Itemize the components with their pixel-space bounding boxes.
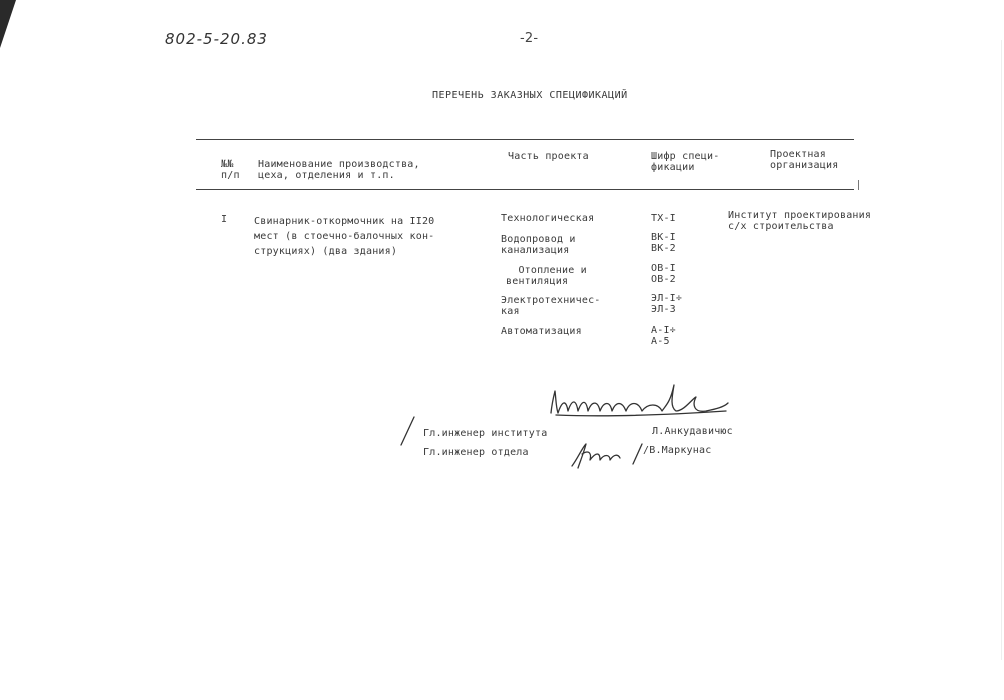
- row-name: Свинарник-откормочник на II20 мест (в стоечно-балочных кон- струкциях) (два здания): [254, 216, 435, 257]
- slash-mark: [398, 415, 418, 447]
- document-ref-code: 802-5-20.83: [165, 30, 268, 48]
- part-name: Электротехничес- кая: [501, 295, 601, 317]
- col-header-part: Часть проекта: [508, 151, 589, 162]
- col-header-org: Проектная организация: [770, 149, 839, 171]
- row-num: I: [221, 214, 228, 225]
- handwritten-signature: [546, 375, 736, 420]
- table-header-rule: [196, 189, 854, 190]
- document-title: ПЕРЕЧЕНЬ ЗАКАЗНЫХ СПЕЦИФИКАЦИЙ: [432, 90, 628, 101]
- scan-corner-mark: [0, 0, 16, 48]
- rule-tick-mark: [858, 180, 859, 190]
- spec-code: ВК-I ВК-2: [651, 232, 676, 254]
- handwritten-signature: [568, 440, 628, 470]
- page-number: -2-: [520, 31, 539, 46]
- signatory-role: Гл.инженер института: [423, 428, 548, 439]
- row-organization: Институт проектирования с/х строительства: [728, 210, 872, 232]
- part-name: Водопровод и канализация: [501, 234, 576, 256]
- part-name: Отопление и вентиляция: [506, 265, 587, 287]
- part-name: Автоматизация: [501, 326, 582, 337]
- scan-edge-line: [1001, 40, 1002, 660]
- col-header-num: №№ п/п: [221, 159, 240, 181]
- signatory-role: Гл.инженер отдела: [423, 447, 529, 458]
- table-top-rule: [196, 139, 854, 140]
- col-header-name: Наименование производства, цеха, отделения и т.п.: [258, 159, 420, 181]
- signatory-name: /В.Маркунас: [643, 445, 712, 456]
- signatory-name: Л.Анкудавичюс: [652, 426, 733, 437]
- spec-code: ОВ-I ОВ-2: [651, 263, 676, 285]
- spec-code: А-I÷ А-5: [651, 325, 676, 347]
- spec-code: ЭЛ-I÷ ЭЛ-3: [651, 293, 683, 315]
- col-header-code: Шифр специ- фикации: [651, 151, 720, 173]
- part-name: Технологическая: [501, 213, 595, 224]
- spec-code: ТХ-I: [651, 213, 676, 224]
